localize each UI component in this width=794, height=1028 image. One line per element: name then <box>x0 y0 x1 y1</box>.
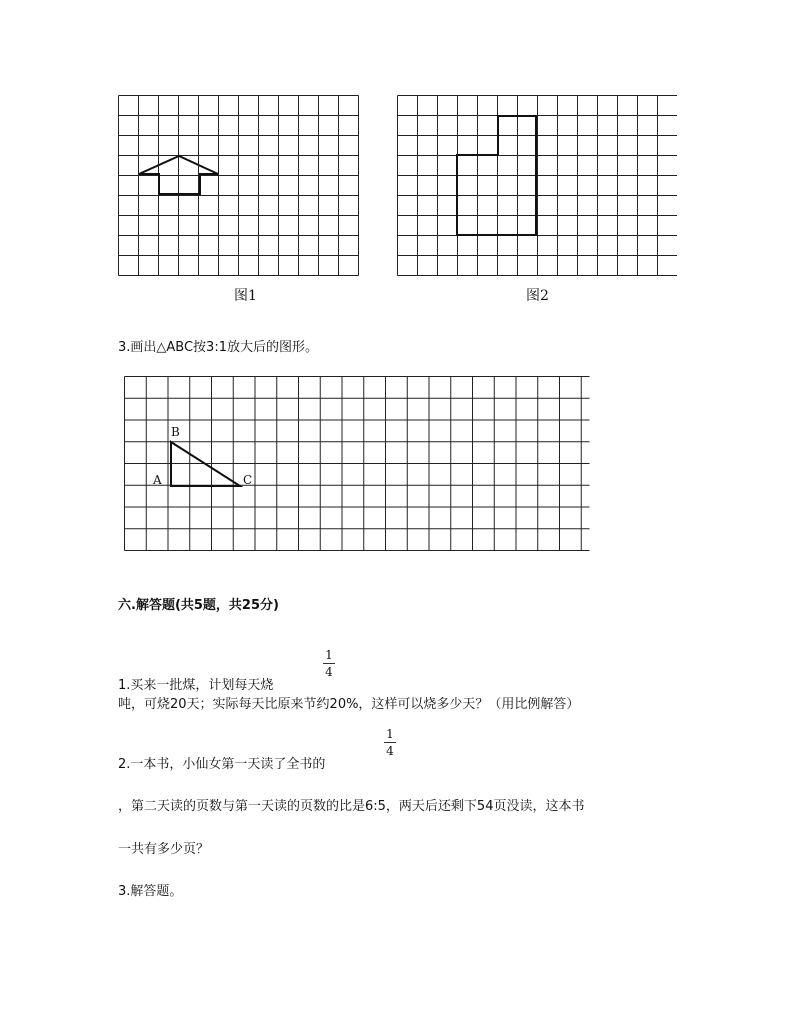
figure-2-grid <box>397 95 677 277</box>
problem-2-fraction <box>384 727 396 758</box>
problem-1-line-1: 1.买来一批煤，计划每天烧 <box>118 678 274 693</box>
problem-2-line-1: 2.一本书，小仙女第一天读了全书的 <box>118 757 326 772</box>
question-3-text: 3.画出△ABC按3:1放大后的图形。 <box>118 340 318 355</box>
label-c: C <box>243 473 253 487</box>
problem-3-line-1: 3.解答题。 <box>118 884 183 899</box>
figure-2-caption: 图2 <box>526 288 549 304</box>
fraction-numerator: 1 <box>386 727 394 741</box>
problem-2-line-3: 一共有多少页？ <box>118 842 210 857</box>
figure-1-grid <box>118 95 360 277</box>
fraction-bar <box>384 742 396 743</box>
problem-1-fraction <box>323 648 335 679</box>
triangle-grid <box>124 376 592 552</box>
label-a: A <box>153 473 162 487</box>
fraction-denominator: 4 <box>325 665 333 679</box>
fraction-numerator: 1 <box>325 648 333 662</box>
section-6-title: 六.解答题(共5题，共25分) <box>118 598 279 613</box>
fraction-denominator: 4 <box>386 744 394 758</box>
label-b: B <box>171 425 180 439</box>
problem-1-line-2: 吨，可烧20天；实际每天比原来节约20%，这样可以烧多少天？（用比例解答） <box>118 697 580 712</box>
fraction-bar <box>323 663 335 664</box>
figure-1-caption: 图1 <box>234 288 257 304</box>
problem-2-line-2: ，第二天读的页数与第一天读的页数的比是6:5，两天后还剩下54页没读，这本书 <box>118 799 585 814</box>
